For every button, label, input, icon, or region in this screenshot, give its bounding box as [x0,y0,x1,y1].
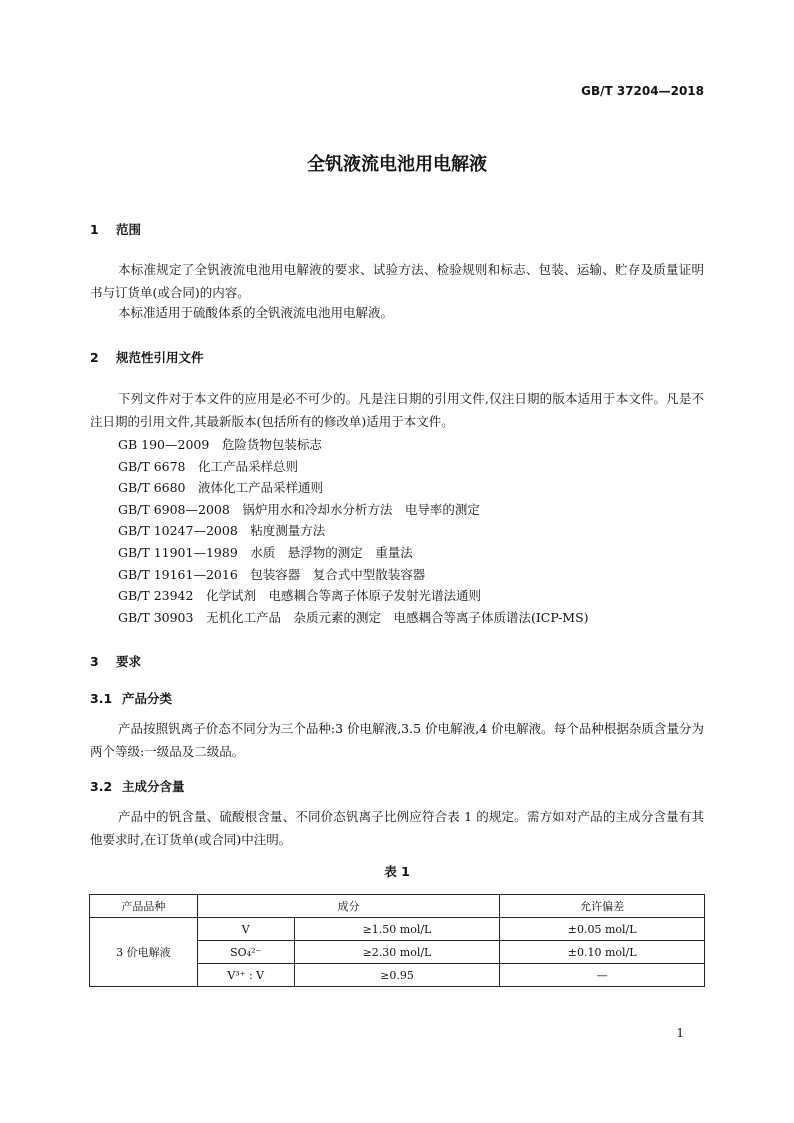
section-3-2-paragraph: 产品中的钒含量、硫酸根含量、不同价态钒离子比例应符合表 1 的规定。需方如对产品的主成分含量有其他要求时,在订货单(或合同)中注明。 [90,809,704,847]
document-title: 全钒液流电池用电解液 [307,154,487,175]
component-value-cell: ≥0.95 [294,964,500,987]
main-component-table [89,894,705,987]
section-3-heading [90,652,141,670]
reference-item: GB/T 23942 化学试剂 电感耦合等离子体原子发射光谱法通则 [118,588,481,604]
section-1-paragraph-2: 本标准适用于硫酸体系的全钒液流电池用电解液。 [118,305,394,320]
reference-item: GB/T 6680 液体化工产品采样通则 [118,480,324,496]
tolerance-cell: — [500,964,705,987]
reference-item: GB/T 6908—2008 锅炉用水和冷却水分析方法 电导率的测定 [118,501,480,517]
section-3-2-heading [90,777,185,795]
section-3-1-heading [90,689,172,707]
section-title: 产品分类 [122,691,173,706]
section-title: 要求 [116,654,142,669]
reference-item: GB/T 6678 化工产品采样总则 [118,458,299,474]
tolerance-cell: ±0.05 mol/L [500,918,705,941]
section-number: 3 [90,654,99,669]
product-cell: 3 价电解液 [90,918,198,987]
section-title: 规范性引用文件 [116,350,204,365]
reference-item: GB/T 10247—2008 粘度测量方法 [118,523,326,539]
section-title: 范围 [116,222,142,237]
section-number: 1 [90,222,99,237]
component-name-cell: V [197,918,294,941]
reference-item: GB/T 30903 无机化工产品 杂质元素的测定 电感耦合等离子体质谱法(ICP-MS) [118,609,589,625]
section-number: 3.1 [90,691,113,706]
section-number: 3.2 [90,779,113,794]
component-name-cell: V³⁺ : V [197,964,294,987]
section-1-heading [90,220,141,238]
reference-item: GB/T 19161—2016 包装容器 复合式中型散装容器 [118,566,426,582]
reference-list [118,434,589,628]
table-caption: 表 1 [384,864,410,879]
tolerance-cell: ±0.10 mol/L [500,941,705,964]
component-name-cell: SO₄²⁻ [197,941,294,964]
table-row [90,918,705,941]
component-value-cell: ≥1.50 mol/L [294,918,500,941]
header-component: 成分 [197,895,500,918]
reference-item: GB 190—2009 危险货物包装标志 [118,437,322,452]
standard-code-header: GB/T 37204—2018 [581,84,704,98]
section-2-heading [90,348,204,366]
section-3-1-paragraph: 产品按照钒离子价态不同分为三个品种:3 价电解液,3.5 价电解液,4 价电解液。每个品种根据杂质含量分为两个等级:一级品及二级品。 [90,721,704,759]
table-header-row [90,895,705,918]
reference-item: GB/T 11901—1989 水质 悬浮物的测定 重量法 [118,544,413,560]
header-product: 产品品种 [90,895,198,918]
section-1-paragraph-1: 本标准规定了全钒液流电池用电解液的要求、试验方法、检验规则和标志、包装、运输、贮存及质量证明书与订货单(或合同)的内容。 [90,262,704,300]
section-title: 主成分含量 [122,779,185,794]
header-tolerance: 允许偏差 [500,895,705,918]
component-value-cell: ≥2.30 mol/L [294,941,500,964]
section-2-paragraph: 下列文件对于本文件的应用是必不可少的。凡是注日期的引用文件,仅注日期的版本适用于本文件。凡是不注日期的引用文件,其最新版本(包括所有的修改单)适用于本文件。 [90,391,704,429]
page-number: 1 [676,1026,684,1040]
section-number: 2 [90,350,99,365]
